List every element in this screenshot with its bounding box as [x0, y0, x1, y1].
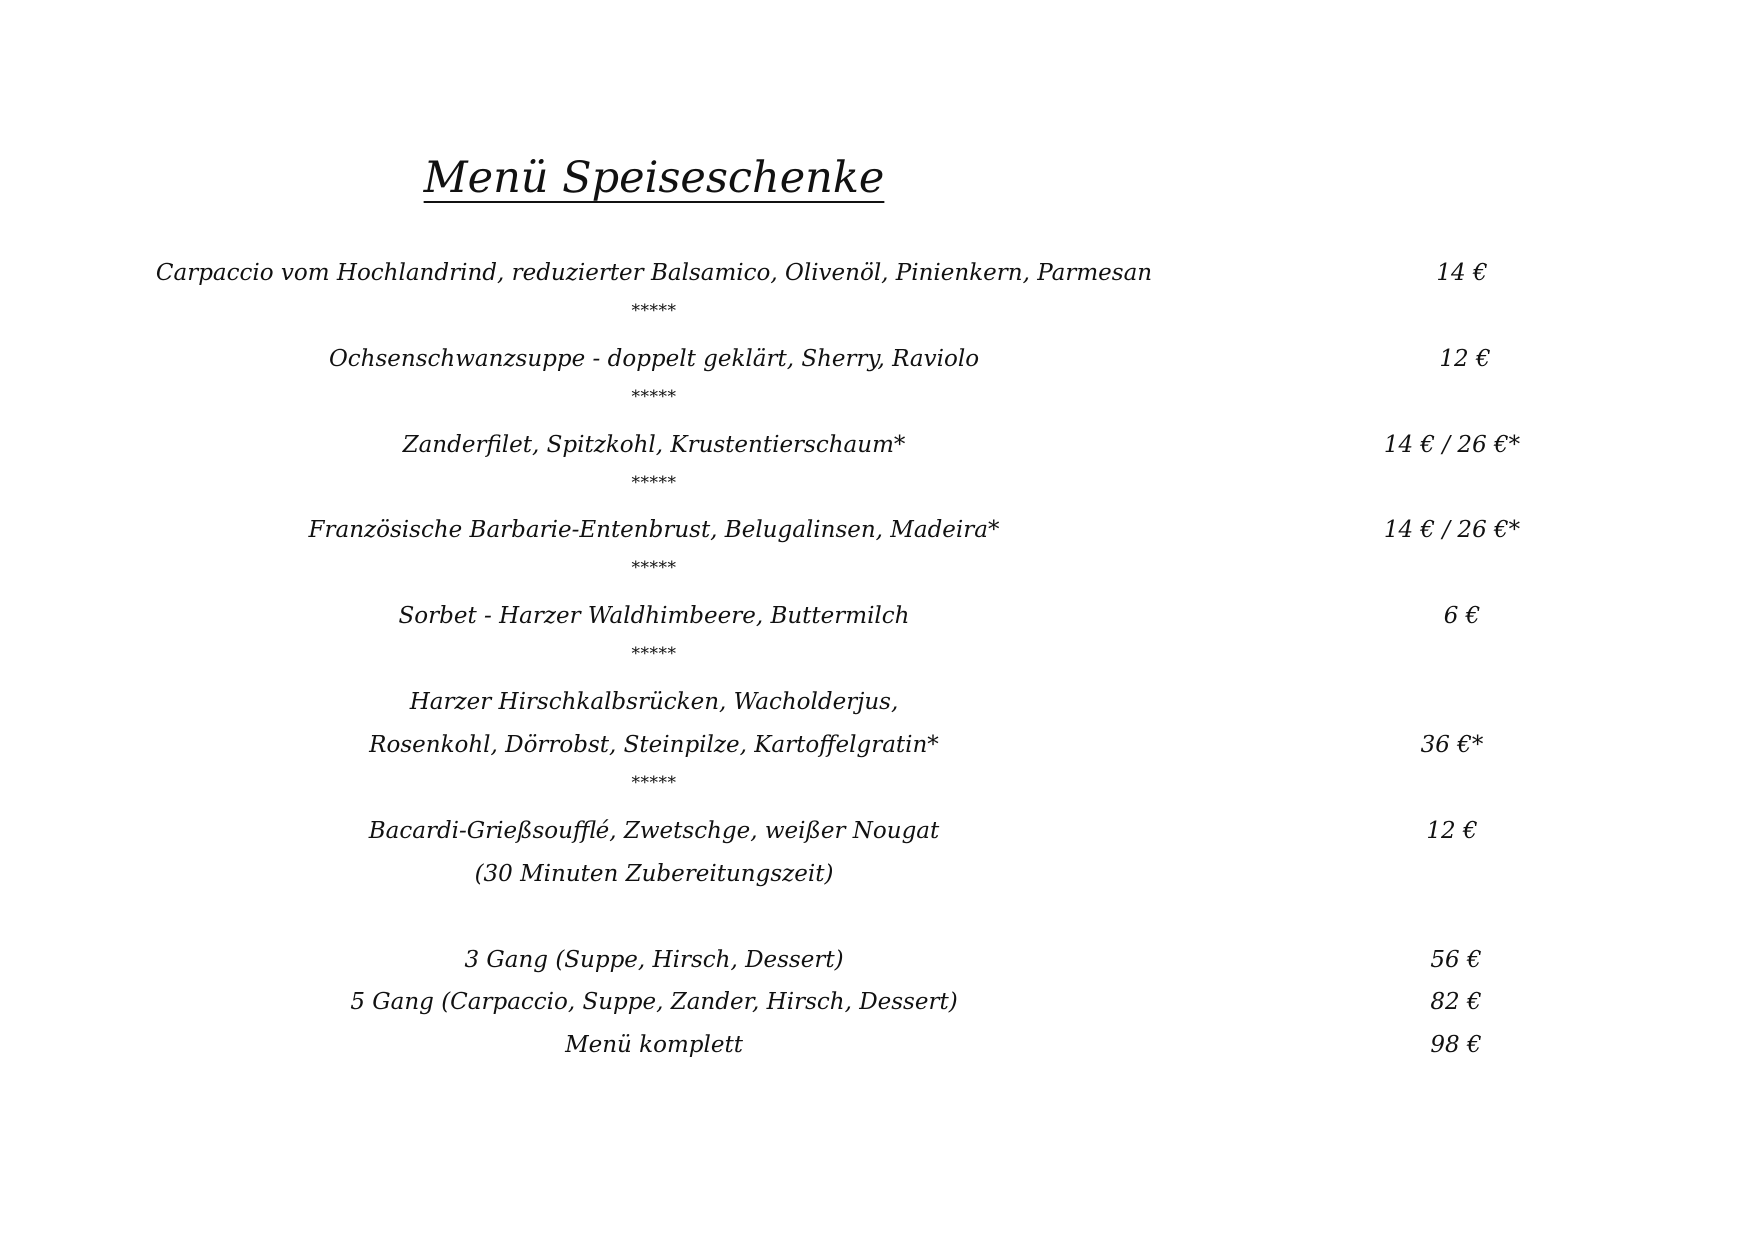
menu-item-zander: Zanderfilet, Spitzkohl, Krustentierschaum* — [402, 432, 906, 458]
menu-item-souffle-line-1: Bacardi-Grießsoufflé, Zwetschge, weißer Nougat — [368, 818, 940, 844]
price-zander: 14 € / 26 €* — [1383, 432, 1521, 458]
menu-item-duck: Französische Barbarie-Entenbrust, Belugalinsen, Madeira* — [308, 517, 1000, 543]
price-set-menu-5-course: 82 € — [1430, 989, 1482, 1015]
menu-title: Menü Speiseschenke — [423, 153, 885, 203]
separator: ***** — [631, 644, 677, 664]
price-duck: 14 € / 26 €* — [1383, 517, 1521, 543]
separator: ***** — [631, 773, 677, 793]
menu-item-souffle-line-2: (30 Minuten Zubereitungszeit) — [474, 861, 834, 887]
menu-item-venison-line-2: Rosenkohl, Dörrobst, Steinpilze, Kartoffelgratin* — [369, 732, 939, 758]
price-soup: 12 € — [1439, 346, 1491, 372]
menu-item-soup: Ochsenschwanzsuppe - doppelt geklärt, Sherry, Raviolo — [328, 346, 980, 372]
separator: ***** — [631, 473, 677, 493]
price-set-menu-complete: 98 € — [1430, 1032, 1482, 1058]
menu-item-carpaccio: Carpaccio vom Hochlandrind, reduzierter Balsamico, Olivenöl, Pinienkern, Parmesan — [155, 260, 1153, 286]
set-menu-3-course: 3 Gang (Suppe, Hirsch, Dessert) — [464, 947, 844, 973]
price-set-menu-3-course: 56 € — [1430, 947, 1482, 973]
set-menu-complete: Menü komplett — [565, 1032, 743, 1058]
separator: ***** — [631, 387, 677, 407]
menu-item-sorbet: Sorbet - Harzer Waldhimbeere, Buttermilch — [398, 603, 910, 629]
price-venison: 36 €* — [1420, 732, 1484, 758]
set-menu-5-course: 5 Gang (Carpaccio, Suppe, Zander, Hirsch, Dessert) — [350, 989, 958, 1015]
separator: ***** — [631, 558, 677, 578]
menu-item-venison-line-1: Harzer Hirschkalbsrücken, Wacholderjus, — [409, 689, 899, 715]
price-carpaccio: 14 € — [1436, 260, 1488, 286]
price-sorbet: 6 € — [1443, 603, 1481, 629]
price-souffle: 12 € — [1426, 818, 1478, 844]
separator: ***** — [631, 301, 677, 321]
